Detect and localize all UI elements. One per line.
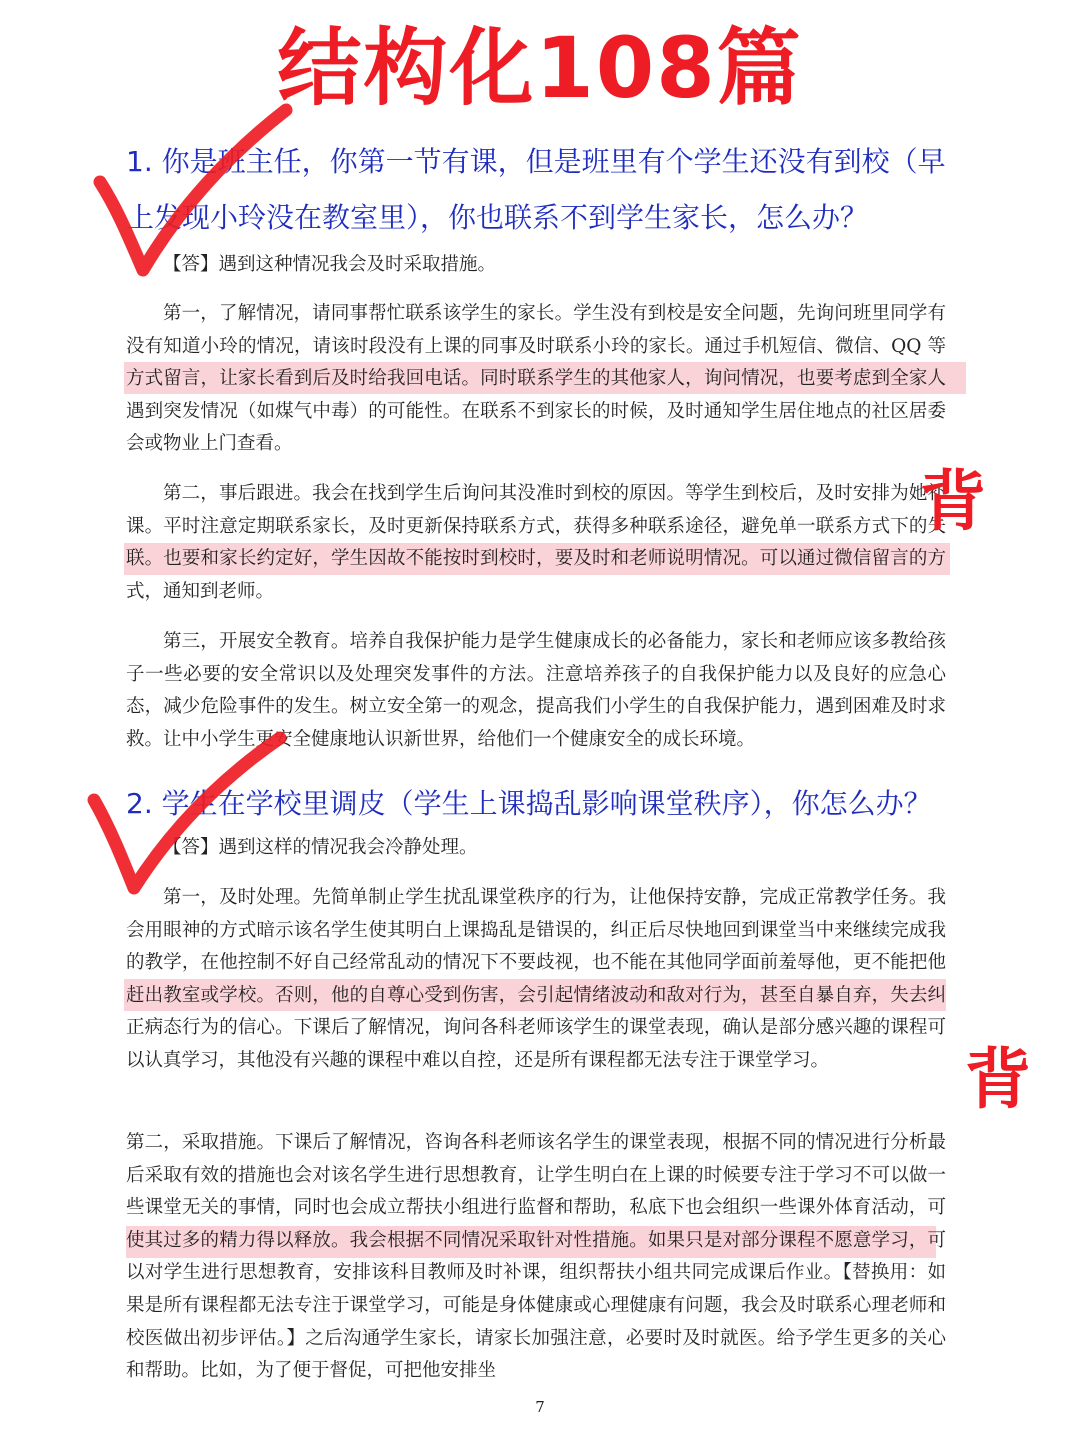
checkmark-icon bbox=[88, 100, 298, 290]
question-1-title: 1. 你是班主任，你第一节有课，但是班里有个学生还没有到校（早上发现小玲没在教室里），你也联系不到学生家长，怎么办？ bbox=[126, 145, 946, 234]
memorize-annotation: 背 bbox=[920, 463, 986, 540]
question-2-title: 2. 学生在学校里调皮（学生上课捣乱影响课堂秩序），你怎么办？ bbox=[126, 787, 932, 820]
page-number: 7 bbox=[535, 1398, 545, 1416]
question-1-paragraph-2: 第二，事后跟进。我会在找到学生后询问其没准时到校的原因。等学生到校后，及时安排为她补课。平时注意定期联系家长，及时更新保持联系方式，获得多种联系途径，避免单一联系方式下的失联。也要和家长约定好，学生因故不能按时到校时，要及时和老师说明情况。可以通过微信留言的方式，通知到老师。 bbox=[126, 483, 946, 602]
question-2-answer: 【答】遇到这样的情况我会冷静处理。 bbox=[163, 837, 478, 858]
checkmark-icon bbox=[82, 728, 292, 908]
question-1-paragraph-1: 第一，了解情况，请同事帮忙联系该学生的家长。学生没有到校是安全问题，先询问班里同学有没有知道小玲的情况，请该时段没有上课的同事及时联系小玲的家长。通过手机短信、微信、QQ 等方式留言，让家长看到后及时给我回电话。同时联系学生的其他家人，询问情况，也要考虑到全家人遇到突发情况（如煤气中毒）的可能性。在联系不到家长的时候，及时通知学生居住地点的社区居委会或物业上门查看。 bbox=[126, 303, 946, 455]
page-title: 结构化108篇 bbox=[277, 19, 803, 117]
question-2-paragraph-2: 第二，采取措施。下课后了解情况，咨询各科老师该名学生的课堂表现，根据不同的情况进行分析最后采取有效的措施也会对该名学生进行思想教育，让学生明白在上课的时候要专注于学习不可以做一些课堂无关的事情，同时也会成立帮扶小组进行监督和帮助，私底下也会组织一些课外体育活动，可使其过多的精力得以释放。我会根据不同情况采取针对性措施。如果只是对部分课程不愿意学习，可以对学生进行思想教育，安排该科目教师及时补课，组织帮扶小组共同完成课后作业。【替换用：如果是所有课程都无法专注于课堂学习，可能是身体健康或心理健康有问题，我会及时联系心理老师和校医做出初步评估。】之后沟通学生家长，请家长加强注意，必要时及时就医。给予学生更多的关心和帮助。比如，为了便于督促，可把他安排坐 bbox=[126, 1132, 946, 1382]
question-2-paragraph-1: 第一，及时处理。先简单制止学生扰乱课堂秩序的行为，让他保持安静，完成正常教学任务。我会用眼神的方式暗示该名学生使其明白上课捣乱是错误的，纠正后尽快地回到课堂当中来继续完成我的教学，在他控制不好自己经常乱动的情况下不要歧视，也不能在其他同学面前羞辱他，更不能把他赶出教室或学校。否则，他的自尊心受到伤害，会引起情绪波动和敌对行为，甚至自暴自弃，失去纠正病态行为的信心。下课后了解情况，询问各科老师该学生的课堂表现，确认是部分感兴趣的课程可以认真学习，其他没有兴趣的课程中难以自控，还是所有课程都无法专注于课堂学习。 bbox=[126, 887, 946, 1071]
question-1-paragraph-3: 第三，开展安全教育。培养自我保护能力是学生健康成长的必备能力，家长和老师应该多教给孩子一些必要的安全常识以及处理突发事件的方法。注意培养孩子的自我保护能力以及良好的应急心态，减少危险事件的发生。树立安全第一的观念，提高我们小学生的自我保护能力，遇到困难及时求救。让中小学生更安全健康地认识新世界，给他们一个健康安全的成长环境。 bbox=[126, 631, 946, 750]
question-1-answer: 【答】遇到这种情况我会及时采取措施。 bbox=[163, 254, 497, 275]
memorize-annotation: 背 bbox=[965, 1041, 1031, 1118]
